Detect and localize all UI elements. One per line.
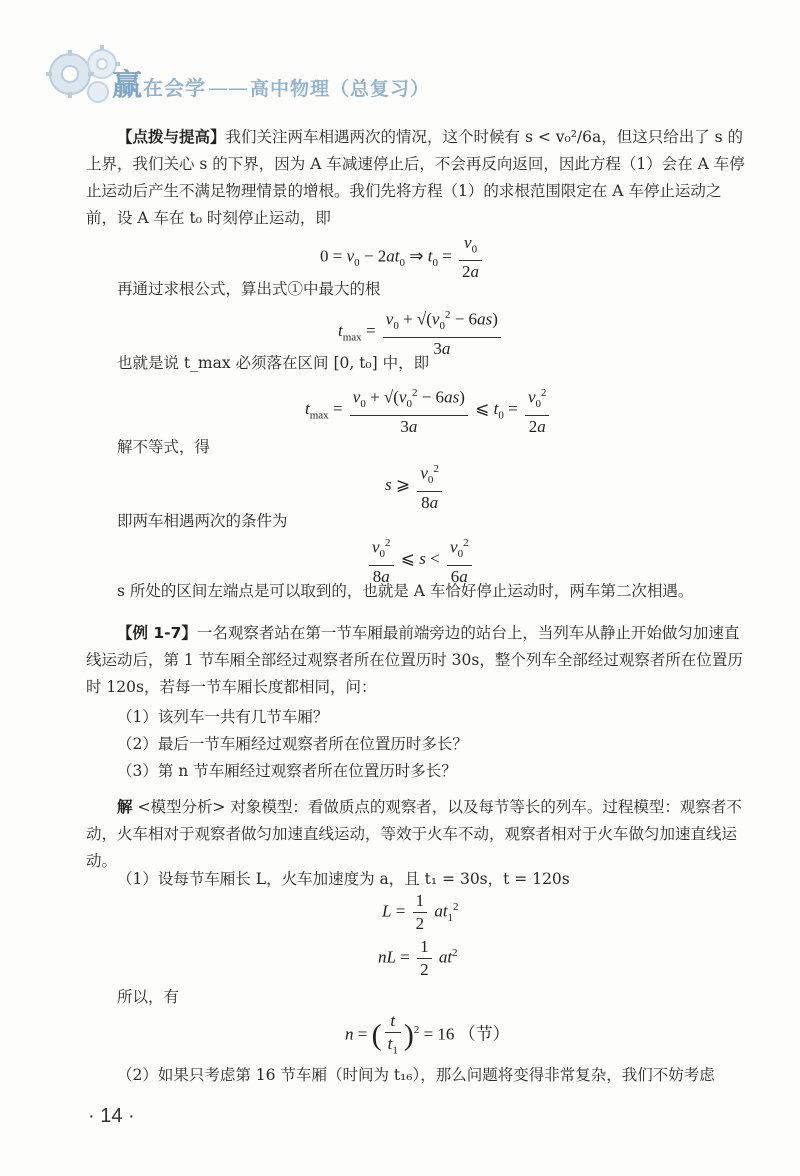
brand-rest: 在会学: [143, 76, 206, 100]
interval-paragraph: 也就是说 t_max 必须落在区间 [0, t₀] 中，即: [117, 354, 430, 372]
root-paragraph: 再通过求根公式，算出式①中最大的根: [117, 280, 381, 298]
hint-text: 我们关注两车相遇两次的情况，这个时候有 s < v₀²/6a，但这只给出了 s 的上界，我们关心 s 的下界，因为 A 车减速停止后，不会再反向返回，因此方程（1）会在 A 车停止运动后产生不满足物理情景的增根。我们先将方程（1）的求根范围限定在 A 车停止运动之前，设 A 车在 t₀ 时刻停止运动，即: [86, 128, 745, 227]
equation-L: L = $\frac{1}{2}$ $at_1^2$: [382, 891, 459, 933]
equation-stop-time: $0 = v_0 - 2at_0$ ⇒ $t_0$ = $\frac{v_0}{2a}$: [320, 232, 485, 283]
equation-tmax-bound: $t_{max}$ = $\frac{v_0 + √(v_0^2 - 6as)}{3a}$ ⩽ $t_0$ = $\frac{v_0^2}{2a}$: [305, 382, 552, 438]
example-paragraph: [86, 620, 746, 701]
equation-tmax: $t_{max}$ = $\frac{v_0 + √(v_0^2 - 6as)}{3a}$: [338, 304, 504, 360]
equation-nL: nL = $\frac{1}{2}$ $at^2$: [378, 937, 458, 979]
example-text: 一名观察者站在第一节车厢最前端旁边的站台上，当列车从静止开始做匀加速直线运动后，第 1 节车厢全部经过观察者所在位置历时 30s，整个列车全部经过观察者所在位置历时 120s，若每一节车厢长度都相同，问：: [86, 624, 743, 696]
condition-paragraph: 即两车相遇两次的条件为: [117, 512, 288, 530]
question-1: （1）该列车一共有几节车厢？: [117, 708, 329, 726]
page-header: [0, 0, 800, 110]
brand-dash: ——: [208, 76, 248, 100]
solve-paragraph: 解不等式，得: [117, 438, 211, 456]
question-3: （3）第 n 节车厢经过观察者所在位置历时多长？: [117, 762, 457, 780]
equation-n: n = ( $\frac{t}{t_1}$ )$^2$ = 16 （节）: [345, 1011, 510, 1057]
solution-paragraph: [86, 794, 746, 875]
equation-s-range: $\frac{v_0^2}{8a}$ ⩽ s < $\frac{v_0^2}{6a}$: [366, 532, 475, 588]
equation-s-lower: s ⩾ $\frac{v_0^2}{8a}$: [385, 458, 445, 514]
solution-text: <模型分析> 对象模型：看做质点的观察者，以及每节等长的列车。过程模型：观察者不动，火车相对于观察者做匀加速直线运动，等效于火车不动，观察者相对于火车做匀加速直线运动。: [86, 798, 742, 870]
solution-step-1: （1）设每节车厢长 L，火车加速度为 a，且 t₁ = 30s，t = 120s: [117, 870, 570, 888]
brand-subtitle: 高中物理（总复习）: [250, 78, 431, 100]
unit-label: （节）: [458, 1024, 510, 1044]
solution-label: 解: [117, 798, 133, 816]
therefore-paragraph: 所以，有: [117, 988, 180, 1006]
brand-main: 赢: [112, 68, 143, 103]
book-title-banner: [112, 60, 430, 104]
solution-step-2: （2）如果只考虑第 16 节车厢（时间为 t₁₆），那么问题将变得非常复杂，我们不妨考虑: [117, 1066, 715, 1084]
hint-paragraph: [86, 124, 746, 232]
question-2: （2）最后一节车厢经过观察者所在位置历时多长？: [117, 735, 468, 753]
hint-label: 【点拨与提高】: [117, 128, 226, 146]
page-number: · 14 ·: [88, 1105, 135, 1127]
endpoint-paragraph: s 所处的区间左端点是可以取到的，也就是 A 车恰好停止运动时，两车第二次相遇。: [117, 582, 694, 600]
example-label: 【例 1-7】: [117, 624, 197, 642]
